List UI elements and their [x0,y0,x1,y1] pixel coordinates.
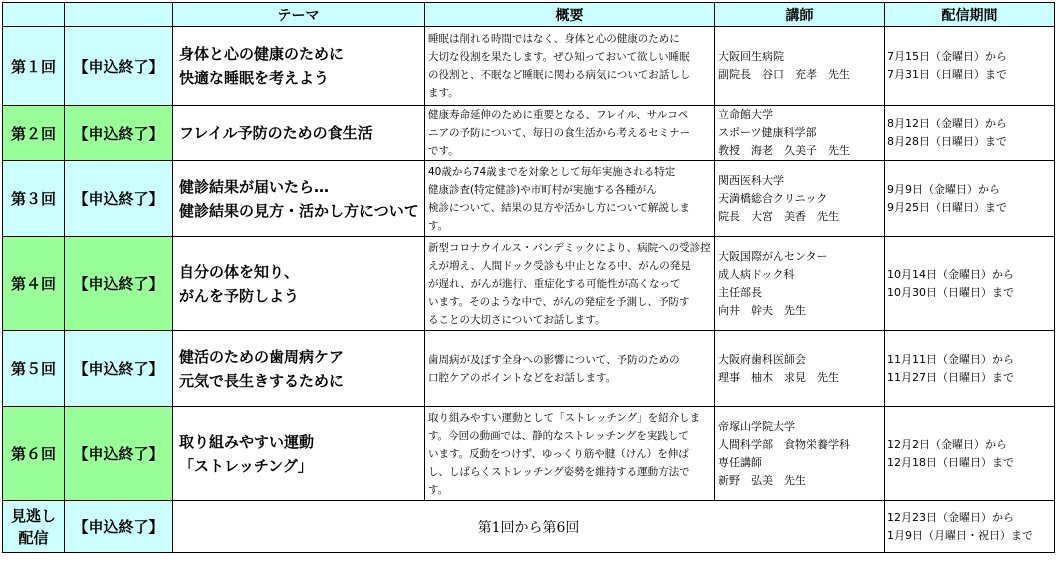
summary-line: 検診について、結果の見方や活かし方について解説しま [428,201,690,214]
period-line: 12月2日（金曜日）から [887,437,1007,451]
lecturer-line: 院長 大宮 美香 先生 [718,209,839,223]
theme-cell [173,237,425,331]
period-cell [885,161,1055,237]
missed-status-label: 【申込終了】 [65,501,173,553]
header-summary: 概要 [425,3,715,27]
header-row [3,3,1055,27]
theme-cell [173,27,425,106]
lecturer-cell [715,407,885,501]
theme-line: 快適な睡眠を考えよう [179,69,330,87]
period-line: 8月28日（日曜日）まで [887,135,1007,148]
status-label: 【申込終了】 [65,407,173,501]
summary-line: えが増え、人間ドック受診も中止となる中、がんの発見 [428,259,691,272]
header-blank-round [3,3,65,27]
lecturer-line: スポーツ健康科学部 [718,126,817,139]
lecturer-line: 向井 幹夫 先生 [718,303,806,317]
summary-line: ます。 [428,87,459,99]
theme-line: 自分の体を知り、 [179,262,300,281]
period-cell [885,331,1055,407]
round-label: 第２回 [3,106,65,161]
theme-cell [173,331,425,407]
lecturer-line: 関西医科大学 [718,173,784,187]
schedule-row [3,331,1055,407]
lecturer-cell [715,237,885,331]
period-line: 11月27日（日曜日）まで [887,370,1014,384]
summary-line: し、しばらくストレッチング姿勢を維持する運動方法で [428,465,690,478]
summary-cell [425,407,715,501]
lecturer-line: 立命館大学 [718,108,773,121]
summary-line: です。 [428,145,459,157]
missed-period-cell [885,501,1055,553]
theme-line: 健診結果が届いたら… [179,177,330,196]
lecturer-line: 新野 弘美 先生 [718,473,806,487]
theme-line: 元気で長生きするために [179,371,345,390]
period-line: 8月12日（金曜日）から [887,117,1007,130]
theme-line: がんを予防しよう [179,286,300,305]
theme-line: 「ストレッチング」 [179,456,313,475]
summary-line: ることの大切さについてお話します。 [428,313,606,326]
period-cell [885,237,1055,331]
period-line: 7月31日（日曜日）まで [887,68,1007,81]
lecturer-line: 専任講師 [718,455,762,469]
status-label: 【申込終了】 [65,331,173,407]
missed-round-line: 配信 [18,528,49,547]
summary-line: 睡眠は削れる時間ではなく、身体と心の健康のために [428,33,680,45]
period-line: 1月9日（月曜日・祝日）まで [887,528,1033,542]
status-label: 【申込終了】 [65,27,173,106]
summary-line: の役割と、不眠など睡眠に関わる病気についてお話しし [428,69,691,81]
lecturer-line: 天満橋総合クリニック [718,191,828,205]
header-blank-status [65,3,173,27]
period-line: 7月15日（金曜日）から [887,50,1007,63]
period-cell [885,106,1055,161]
summary-line: 歯周病が及ぼす全身への影響について、予防のための [428,353,680,366]
header-period: 配信期間 [885,3,1055,27]
theme-cell [173,106,425,161]
summary-line: す。 [428,483,449,496]
lecturer-line: 大阪回生病院 [718,50,784,63]
lecturer-line: 理事 柚木 求見 先生 [718,370,839,384]
header-theme: テーマ [173,3,425,27]
summary-line: 健康寿命延伸のために重要となる、フレイル、サルコペ [428,109,689,121]
seminar-schedule-table [2,2,1055,553]
lecturer-line: 大阪国際がんセンター [718,249,828,263]
summary-cell [425,106,715,161]
status-label: 【申込終了】 [65,106,173,161]
summary-cell [425,331,715,407]
period-cell [885,27,1055,106]
theme-line: 健診結果の見方・活かし方について [179,201,419,220]
schedule-row [3,106,1055,161]
theme-line: 身体と心の健康のために [179,45,345,63]
seminar-schedule-sheet [2,2,1055,553]
period-line: 12月23日（金曜日）から [887,510,1014,524]
summary-line: います。反動をつけず、ゆっくり筋や腱（けん）を伸ば [428,447,689,460]
period-line: 12月18日（日曜日）まで [887,455,1014,469]
lecturer-cell [715,106,885,161]
lecturer-cell [715,27,885,106]
summary-line: ニアの予防について、毎日の食生活から考えるセミナー [428,127,691,139]
summary-cell [425,237,715,331]
summary-line: 大切な役割を果たします。ぜひ知っておいて欲しい睡眠 [428,51,690,63]
summary-line: 新型コロナウイルス・パンデミックにより、病院への受診控 [428,241,711,254]
schedule-row [3,237,1055,331]
period-line: 10月30日（日曜日）まで [887,285,1014,299]
period-line: 9月9日（金曜日）から [887,182,1000,196]
period-line: 10月14日（金曜日）から [887,267,1014,281]
theme-cell [173,407,425,501]
period-line: 11月11日（金曜日）から [887,352,1014,366]
missed-broadcast-row [3,501,1055,553]
status-label: 【申込終了】 [65,161,173,237]
period-cell [885,407,1055,501]
summary-cell [425,161,715,237]
missed-round-line: 見逃し [10,506,56,525]
summary-line: 健康診査(特定健診)や市町村が実施する各種がん [428,183,657,196]
lecturer-cell [715,331,885,407]
lecturer-line: 人間科学部 食物栄養学科 [718,437,850,451]
status-label: 【申込終了】 [65,237,173,331]
round-label: 第３回 [3,161,65,237]
summary-line: す。今回の動画では、静的なストレッチングを実践して [428,429,689,442]
schedule-row [3,161,1055,237]
theme-cell [173,161,425,237]
summary-line: が遅れ、がんが進行、重症化する可能性が高くなって [428,277,681,290]
round-label: 第６回 [3,407,65,501]
summary-cell [425,27,715,106]
header-lecturer: 講師 [715,3,885,27]
theme-line: フレイル予防のための食生活 [179,124,373,142]
schedule-row [3,27,1055,106]
summary-line: 40歳から74歳までを対象として毎年実施される特定 [428,165,676,178]
round-label: 第５回 [3,331,65,407]
round-label: 第４回 [3,237,65,331]
round-label: 第１回 [3,27,65,106]
lecturer-cell [715,161,885,237]
lecturer-line: 主任部長 [718,285,762,299]
lecturer-line: 教授 海老 久美子 先生 [718,144,850,157]
schedule-body [3,27,1055,553]
theme-line: 取り組みやすい運動 [179,432,315,451]
schedule-row [3,407,1055,501]
lecturer-line: 大阪府歯科医師会 [718,352,806,366]
summary-line: 口腔ケアのポイントなどをお話します。 [428,371,617,384]
lecturer-line: 成人病ドック科 [718,267,795,281]
lecturer-line: 副院長 谷口 充孝 先生 [718,68,850,81]
missed-content: 第1回から第6回 [173,501,885,553]
summary-line: す。 [428,219,449,232]
summary-line: います。そのような中で、がんの発症を予測し、予防す [428,295,690,308]
summary-line: 取り組みやすい運動として「ストレッチング」を紹介しま [428,411,701,424]
lecturer-line: 帝塚山学院大学 [718,419,795,433]
missed-round-label [3,501,65,553]
period-line: 9月25日（日曜日）まで [887,200,1007,214]
theme-line: 健活のための歯周病ケア [179,347,345,366]
